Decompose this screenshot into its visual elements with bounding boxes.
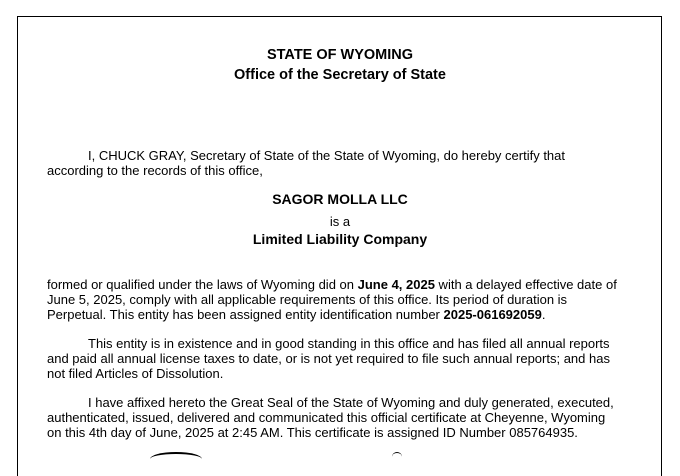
signature-mark-icon: [392, 452, 402, 461]
formation-text: formed or qualified under the laws of Wyoming did on: [47, 277, 358, 292]
seal-line-2: authenticated, issued, delivered and communicated this official certificate at Cheyenne, Wyoming: [47, 410, 606, 425]
standing-line-1: This entity is in existence and in good standing in this office and has filed all annual reports: [88, 336, 610, 351]
seal-paragraph: [47, 395, 637, 440]
entity-name: SAGOR MOLLA LLC: [272, 191, 408, 207]
standing-line-2: and paid all annual license taxes to date, or is not yet required to file such annual reports; and has: [47, 351, 610, 366]
seal-line-1: I have affixed hereto the Great Seal of the State of Wyoming and duly generated, executed,: [88, 395, 614, 410]
entity-id: 2025-061692059: [443, 307, 542, 322]
entity-type: Limited Liability Company: [252, 231, 428, 247]
office-title: Office of the Secretary of State: [234, 67, 446, 83]
standing-line-3: not filed Articles of Dissolution.: [47, 366, 224, 381]
seal-line-3: on this 4th day of June, 2025 at 2:45 AM. This certificate is assigned ID Number 085764935.: [47, 425, 578, 440]
standing-paragraph: [47, 336, 637, 381]
state-title: STATE OF WYOMING: [266, 47, 414, 63]
entity-id-text: Perpetual. This entity has been assigned entity identification number: [47, 307, 444, 322]
intro-line-2: according to the records of this office,: [47, 163, 263, 178]
intro-line-1: I, CHUCK GRAY, Secretary of State of the State of Wyoming, do hereby certify that: [88, 148, 566, 163]
entity-is-a: is a: [329, 214, 351, 229]
intro-paragraph: [47, 148, 637, 178]
duration-line: June 5, 2025, comply with all applicable requirements of this office. Its period of duration is: [47, 292, 568, 307]
formation-text-tail: with a delayed effective date of: [434, 277, 617, 292]
formation-date: June 4, 2025: [357, 277, 435, 292]
great-seal-icon: [150, 452, 202, 466]
entity-id-period: .: [541, 307, 546, 322]
formation-paragraph: [47, 277, 637, 322]
